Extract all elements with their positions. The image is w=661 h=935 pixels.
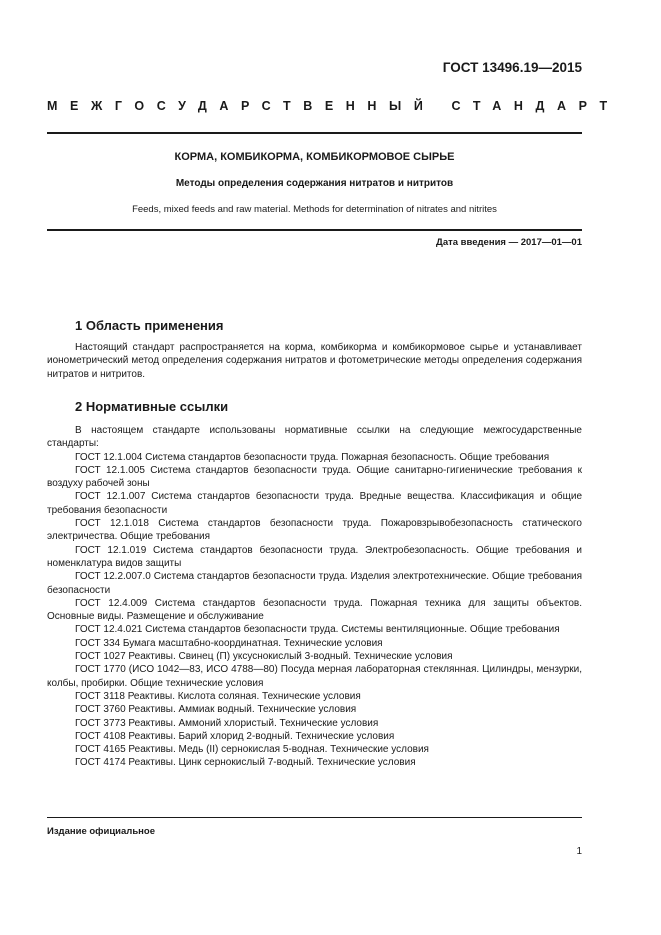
reference-item: ГОСТ 12.1.018 Система стандартов безопасности труда. Пожаровзрывобезопасность статического электричества. Общие требования: [47, 518, 582, 543]
official-edition-label: Издание официальное: [47, 826, 155, 837]
reference-item: ГОСТ 3118 Реактивы. Кислота соляная. Технические условия: [75, 690, 361, 702]
section-1-text: Настоящий стандарт распространяется на корма, комбикорма и комбикормовое сырье и устанавливает ионометрический метод определения содержания нитратов и фотометрические методы определения содержания нитратов и нитритов.: [47, 342, 582, 380]
references-intro: В настоящем стандарте использованы нормативные ссылки на следующие межгосударственные стандарты:: [47, 425, 582, 450]
references-list: [47, 424, 582, 770]
reference-item: ГОСТ 3773 Реактивы. Аммоний хлористый. Технические условия: [75, 717, 379, 729]
reference-item: ГОСТ 334 Бумага масштабно-координатная. Технические условия: [75, 637, 383, 649]
reference-item: ГОСТ 12.4.021 Система стандартов безопасности труда. Системы вентиляционные. Общие требования: [75, 624, 560, 636]
reference-item: ГОСТ 4165 Реактивы. Медь (II) сернокислая 5-водная. Технические условия: [75, 744, 429, 756]
top-rule: [47, 132, 582, 134]
reference-item: ГОСТ 12.4.009 Система стандартов безопасности труда. Пожарная техника для защиты объектов. Основные виды. Размещение и обслуживание: [47, 597, 582, 623]
gost-number: ГОСТ 13496.19—2015: [442, 60, 582, 75]
reference-item: ГОСТ 1770 (ИСО 1042—83, ИСО 4788—80) Посуда мерная лабораторная стеклянная. Цилиндры, мензурки, колбы, пробирки. Общие технические условия: [47, 664, 582, 689]
reference-item: ГОСТ 4108 Реактивы. Барий хлорид 2-водный. Технические условия: [75, 730, 395, 742]
document-title: КОРМА, КОМБИКОРМА, КОМБИКОРМОВОЕ СЫРЬЕ: [174, 151, 455, 163]
page-number: 1: [576, 846, 582, 857]
reference-item: ГОСТ 12.1.005 Система стандартов безопасности труда. Общие санитарно-гигиенические требования к воздуху рабочей зоны: [47, 464, 582, 490]
english-title: Feeds, mixed feeds and raw material. Methods for determination of nitrates and nitrites: [132, 204, 497, 215]
title-rule: [47, 229, 582, 231]
section-1-heading: 1 Область применения: [75, 318, 224, 333]
footer-rule: [47, 817, 582, 818]
reference-item: ГОСТ 4174 Реактивы. Цинк сернокислый 7-водный. Технические условия: [75, 757, 416, 769]
reference-item: ГОСТ 1027 Реактивы. Свинец (П) уксуснокислый 3-водный. Технические условия: [75, 651, 453, 663]
reference-item: ГОСТ 12.1.007 Система стандартов безопасности труда. Вредные вещества. Классификация и общие требования безопасности: [47, 491, 582, 516]
reference-item: ГОСТ 12.1.004 Система стандартов безопасности труда. Пожарная безопасность. Общие требования: [75, 451, 550, 463]
reference-item: ГОСТ 12.1.019 Система стандартов безопасности труда. Электробезопасность. Общие требования и номенклатура видов защиты: [47, 544, 582, 569]
reference-item: ГОСТ 12.2.007.0 Система стандартов безопасности труда. Изделия электротехнические. Общие требования безопасности: [47, 571, 582, 596]
section-2-heading: 2 Нормативные ссылки: [75, 399, 229, 414]
introduction-date: Дата введения — 2017—01—01: [436, 237, 582, 248]
document-subtitle: Методы определения содержания нитратов и нитритов: [175, 178, 454, 189]
reference-item: ГОСТ 3760 Реактивы. Аммиак водный. Технические условия: [75, 704, 357, 716]
interstate-standard-label: МЕЖГОСУДАРСТВЕННЫЙ СТАНДАРТ: [47, 99, 620, 113]
